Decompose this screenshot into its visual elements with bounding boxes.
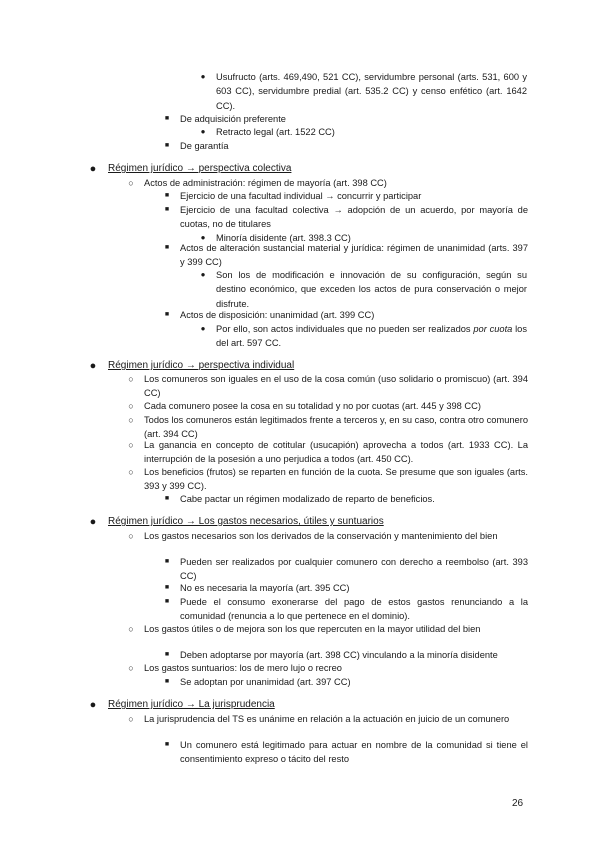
todos-item: Todos los comuneros están legitimados frente a terceros y, en su caso, contra otro comunero (art. 394 CC) [144, 415, 528, 440]
colectiva-item: Ejercicio de una facultad colectiva → adopción de un acuerdo, por mayoría de cuotas, no de titulares [180, 205, 528, 230]
modificacion-item: Son los de modificación e innovación de su configuración, según su destino económico, que exceden los actos de pura conservación o mejor disfrute. [216, 270, 527, 309]
noes-item: No es necesaria la mayoría (art. 395 CC) [180, 583, 350, 593]
bullet-square-icon: ■ [164, 311, 170, 318]
bullet-circle-icon: ○ [128, 714, 134, 724]
bullet-square-icon: ■ [164, 192, 170, 199]
disposicion-item: Actos de disposición: unanimidad (art. 399 CC) [180, 310, 375, 320]
bullet-square-icon: ■ [164, 741, 170, 748]
puede-item: Puede el consumo exonerarse del pago de estos gastos renunciando a la comunidad (renuncia a lo que pertenece en el dominio). [180, 597, 528, 622]
ganancia-item: La ganancia en concepto de cotitular (usucapión) aprovecha a todos (art. 1933 CC). La interrupción de la posesión a uno perjudica a todos (art. 450 CC). [144, 440, 528, 465]
bullet-dot-icon: ● [200, 324, 206, 333]
section-heading-colectiva: Régimen jurídico → perspectiva colectiva [108, 163, 292, 174]
bullet-dot-icon: ● [200, 72, 206, 81]
utiles-item: Los gastos útiles o de mejora son los que repercuten en la mayor utilidad del bien [144, 624, 481, 634]
bullet-square-icon: ■ [164, 558, 170, 565]
bullet-circle-icon: ○ [128, 624, 134, 634]
bullet-circle-icon: ○ [128, 401, 134, 411]
ts-item: La jurisprudencia del TS es unánime en relación a la actuación en juicio de un comunero [144, 714, 510, 724]
bullet-square-icon: ■ [164, 244, 170, 251]
beneficios-item: Los beneficios (frutos) se reparten en función de la cuota. Se presume que son iguales (arts. 393 y 399 CC). [144, 467, 528, 492]
section-heading-individual: Régimen jurídico → perspectiva individual [108, 360, 295, 371]
bullet-circle-icon: ○ [128, 467, 134, 477]
bullet-square-icon: ■ [164, 495, 170, 502]
usufructo-item: Usufructo (arts. 469,490, 521 CC), servidumbre personal (arts. 531, 600 y 603 CC), servidumbre predial (art. 535.2 CC) y censo enfético (art. 1642 CC). [216, 72, 527, 111]
section-heading-jurisprudencia: Régimen jurídico → La jurisprudencia [108, 699, 275, 710]
admin-item: Actos de administración: régimen de mayoría (art. 398 CC) [144, 178, 387, 188]
bullet-square-icon: ■ [164, 206, 170, 213]
bullet-square-icon: ■ [164, 651, 170, 658]
bullet-dot-icon: ● [89, 516, 97, 528]
bullet-circle-icon: ○ [128, 663, 134, 673]
bullet-square-icon: ■ [164, 598, 170, 605]
necesarios-item: Los gastos necesarios son los derivados de la conservación y mantenimiento del bien [144, 531, 498, 541]
bullet-dot-icon: ● [89, 699, 97, 711]
adquisicion-item: De adquisición preferente [180, 114, 286, 124]
pactar-item: Cabe pactar un régimen modalizado de reparto de beneficios. [180, 494, 435, 504]
bullet-circle-icon: ○ [128, 415, 134, 425]
seadoptan-item: Se adoptan por unanimidad (art. 397 CC) [180, 677, 351, 687]
porello-item: Por ello, son actos individuales que no pueden ser realizados por cuota los del art. 597 CC. [216, 324, 527, 349]
bullet-dot-icon: ● [89, 360, 97, 372]
bullet-square-icon: ■ [164, 678, 170, 685]
individual-item: Ejercicio de una facultad individual → concurrir y participar [180, 191, 422, 201]
bullet-circle-icon: ○ [128, 374, 134, 384]
page-number: 26 [512, 798, 524, 809]
deben-item: Deben adoptarse por mayoría (art. 398 CC) vinculando a la minoría disidente [180, 650, 498, 660]
bullet-circle-icon: ○ [128, 178, 134, 188]
bullet-dot-icon: ● [200, 233, 206, 242]
bullet-dot-icon: ● [200, 270, 206, 279]
suntuarios-item: Los gastos suntuarios: los de mero lujo o recreo [144, 663, 342, 673]
bullet-square-icon: ■ [164, 584, 170, 591]
bullet-circle-icon: ○ [128, 440, 134, 450]
bullet-circle-icon: ○ [128, 531, 134, 541]
bullet-square-icon: ■ [164, 142, 170, 149]
section-heading-gastos: Régimen jurídico → Los gastos necesarios, útiles y suntuarios [108, 516, 384, 527]
pueden-item: Pueden ser realizados por cualquier comunero con derecho a reembolso (art. 393 CC) [180, 557, 528, 582]
alteracion-item: Actos de alteración sustancial material y jurídica: régimen de unanimidad (arts. 397 y 399 CC) [180, 243, 528, 268]
bullet-square-icon: ■ [164, 115, 170, 122]
garantia-item: De garantía [180, 141, 229, 151]
legitimado-item: Un comunero está legitimado para actuar en nombre de la comunidad si tiene el consentimiento expreso o tácito del resto [180, 740, 528, 765]
bullet-dot-icon: ● [200, 127, 206, 136]
minoria-item: Minoría disidente (art. 398.3 CC) [216, 233, 351, 243]
bullet-dot-icon: ● [89, 163, 97, 175]
retracto-item: Retracto legal (art. 1522 CC) [216, 127, 335, 137]
cada-item: Cada comunero posee la cosa en su totalidad y no por cuotas (art. 445 y 398 CC) [144, 401, 481, 411]
iguales-item: Los comuneros son iguales en el uso de la cosa común (uso solidario o promiscuo) (art. 394 CC) [144, 374, 528, 399]
